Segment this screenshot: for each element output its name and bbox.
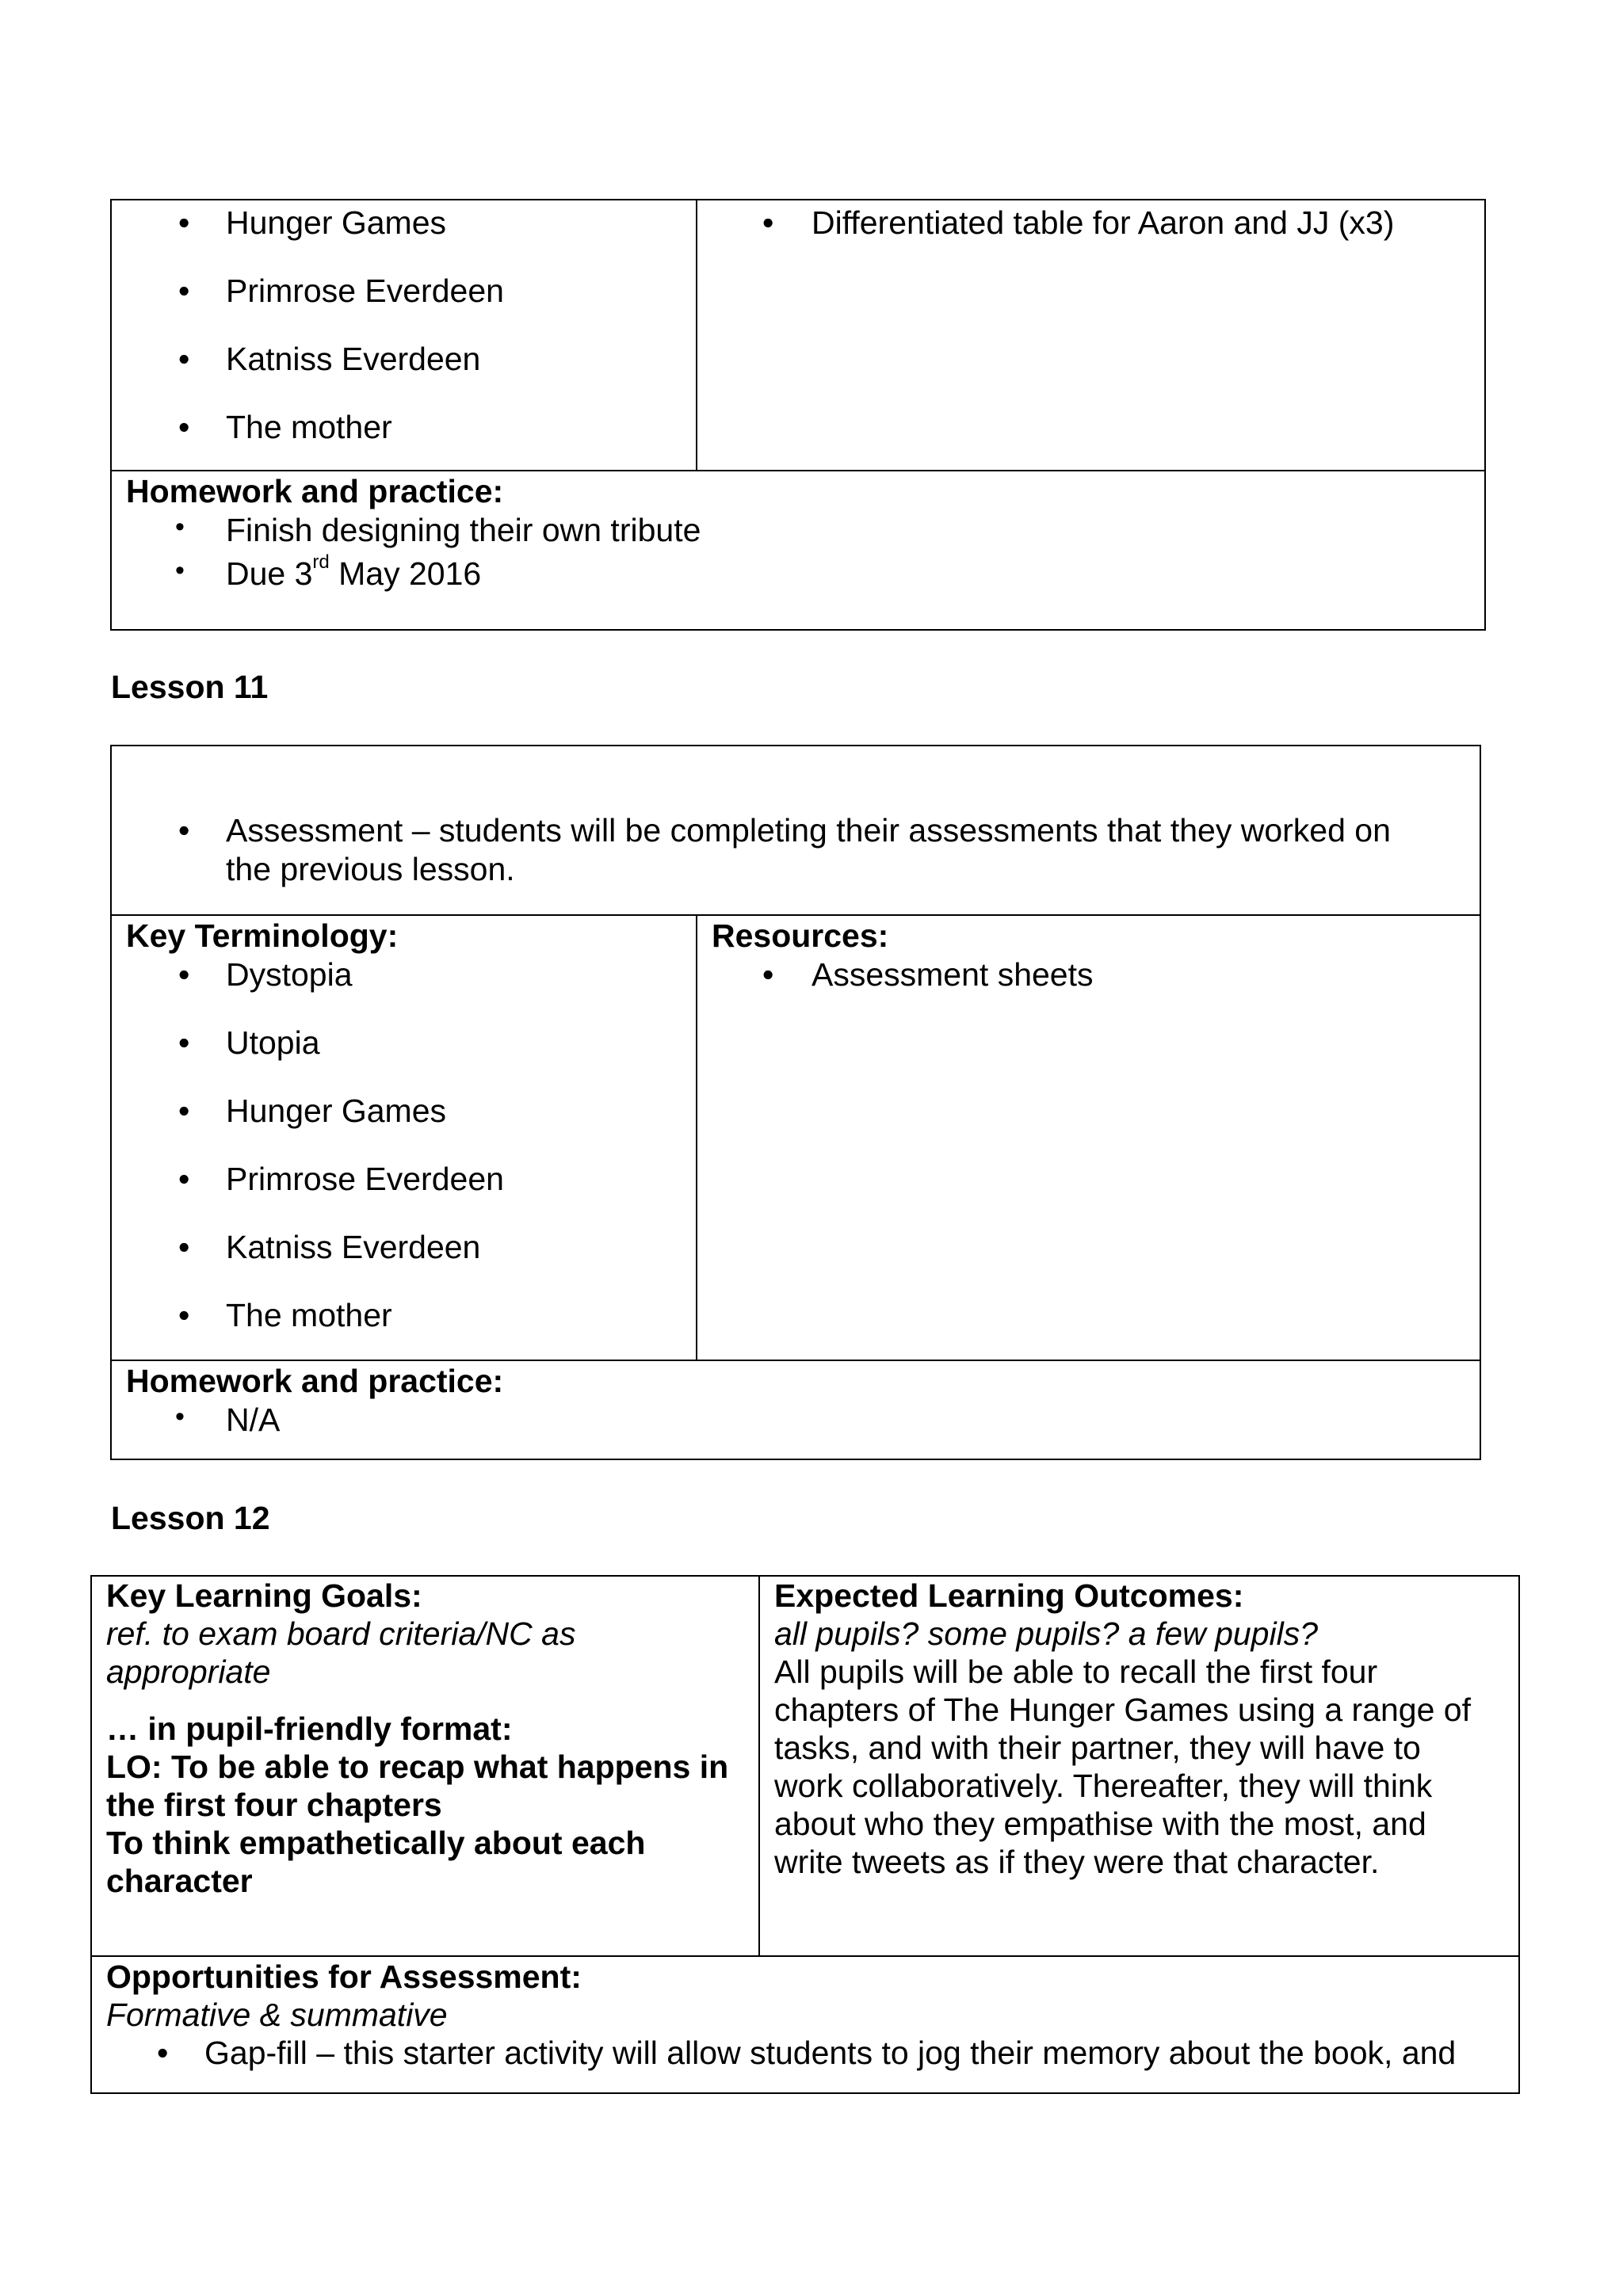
lesson11-key-terminology-cell bbox=[112, 917, 695, 1335]
list-item bbox=[112, 408, 695, 447]
lesson11-row-divider-2 bbox=[110, 1360, 1481, 1361]
outcomes-text: write tweets as if they were that character. bbox=[774, 1844, 1380, 1880]
list-item bbox=[112, 551, 1483, 593]
list-item bbox=[112, 272, 695, 340]
homework-heading: Homework and practice: bbox=[126, 473, 504, 509]
goals-heading: Key Learning Goals: bbox=[106, 1577, 422, 1614]
lesson11-title: Lesson 11 bbox=[111, 669, 269, 705]
lesson11-homework-list bbox=[112, 1401, 1480, 1440]
list-item bbox=[697, 204, 1482, 242]
outcomes-text: work collaboratively. Thereafter, they will think bbox=[774, 1768, 1433, 1804]
homework-item: Due 3rd May 2016 bbox=[226, 551, 482, 593]
lesson11-resources-cell bbox=[697, 917, 1479, 994]
bullet-icon: • bbox=[175, 512, 185, 543]
lesson12-goals-cell bbox=[106, 1577, 756, 1900]
bullet-icon: • bbox=[178, 1093, 190, 1130]
list-item bbox=[112, 511, 1483, 555]
bullet-icon: • bbox=[157, 2035, 169, 2071]
list-item bbox=[112, 1296, 695, 1335]
list-item bbox=[112, 1092, 695, 1160]
homework-item: N/A bbox=[226, 1402, 281, 1439]
homework-item: Finish designing their own tribute bbox=[226, 512, 701, 549]
list-item bbox=[697, 955, 1479, 994]
bullet-icon: • bbox=[178, 1229, 190, 1266]
term-label: Primrose Everdeen bbox=[226, 1161, 504, 1198]
term-label: Katniss Everdeen bbox=[226, 341, 481, 377]
bullet-icon: • bbox=[178, 812, 190, 849]
resource-label: Differentiated table for Aaron and JJ (x3) bbox=[812, 204, 1395, 241]
term-label: The mother bbox=[226, 1297, 392, 1334]
lesson11-activity-list bbox=[112, 811, 1480, 889]
lesson11-activity-cell bbox=[112, 811, 1480, 889]
lesson12-title: Lesson 12 bbox=[111, 1500, 270, 1536]
term-label: Hunger Games bbox=[226, 204, 447, 241]
lesson10-resources-list bbox=[697, 204, 1482, 242]
bullet-icon: • bbox=[762, 956, 774, 994]
lesson12-outcomes-cell bbox=[774, 1577, 1518, 1881]
bullet-icon: • bbox=[178, 1024, 190, 1062]
bullet-icon: • bbox=[178, 273, 190, 309]
activity-line: Assessment – students will be completing their assessments that they worked on bbox=[226, 812, 1391, 849]
list-item bbox=[112, 1228, 695, 1296]
list-item bbox=[112, 955, 695, 1024]
term-label: The mother bbox=[226, 409, 392, 445]
outcomes-subheading: all pupils? some pupils? a few pupils? bbox=[774, 1615, 1319, 1652]
lesson11-row-divider-1 bbox=[110, 914, 1481, 916]
lesson12-assessment-list bbox=[106, 2034, 1518, 2072]
lesson11-homework-cell bbox=[112, 1362, 1480, 1440]
list-item bbox=[112, 811, 1480, 889]
bullet-icon: • bbox=[178, 341, 190, 377]
outcomes-heading: Expected Learning Outcomes: bbox=[774, 1577, 1244, 1614]
assessment-item: Gap-fill – this starter activity will allow students to jog their memory about the book, and bbox=[204, 2035, 1457, 2071]
learning-objective: LO: To be able to recap what happens in bbox=[106, 1749, 729, 1785]
lesson12-row-divider bbox=[90, 1955, 1520, 1957]
term-label: Primrose Everdeen bbox=[226, 273, 504, 309]
lesson10-row-divider bbox=[110, 470, 1486, 471]
lesson10-homework-cell bbox=[112, 472, 1483, 593]
bullet-icon: • bbox=[178, 1297, 190, 1334]
key-terminology-heading: Key Terminology: bbox=[126, 917, 399, 954]
resource-label: Assessment sheets bbox=[812, 956, 1094, 994]
bullet-icon: • bbox=[178, 409, 190, 445]
bullet-icon: • bbox=[762, 204, 774, 241]
lesson10-key-terminology-cell bbox=[112, 204, 695, 447]
activity-line: the previous lesson. bbox=[226, 851, 515, 888]
list-item bbox=[112, 204, 695, 272]
lesson11-resources-list bbox=[697, 955, 1479, 994]
goals-ref: ref. to exam board criteria/NC as bbox=[106, 1615, 576, 1652]
assessment-subheading: Formative & summative bbox=[106, 1997, 448, 2033]
lesson12-assessment-cell bbox=[106, 1958, 1518, 2072]
term-label: Hunger Games bbox=[226, 1093, 447, 1130]
list-item bbox=[112, 1401, 1480, 1440]
bullet-icon: • bbox=[178, 204, 190, 241]
outcomes-text: about who they empathise with the most, and bbox=[774, 1806, 1426, 1842]
lesson11-terms-list bbox=[112, 955, 695, 1335]
bullet-icon: • bbox=[175, 555, 185, 586]
bullet-icon: • bbox=[175, 1402, 185, 1432]
pupil-format-label: … in pupil-friendly format: bbox=[106, 1711, 513, 1747]
list-item bbox=[112, 340, 695, 408]
lesson12-column-divider bbox=[758, 1575, 760, 1957]
homework-heading: Homework and practice: bbox=[126, 1363, 504, 1399]
learning-objective: character bbox=[106, 1863, 253, 1899]
bullet-icon: • bbox=[178, 1161, 190, 1198]
bullet-icon: • bbox=[178, 956, 190, 994]
goals-ref: appropriate bbox=[106, 1653, 271, 1690]
lesson10-terms-list bbox=[112, 204, 695, 447]
list-item bbox=[106, 2034, 1518, 2072]
lesson10-resources-cell bbox=[697, 204, 1482, 242]
resources-heading: Resources: bbox=[712, 917, 889, 954]
term-label: Katniss Everdeen bbox=[226, 1229, 481, 1266]
outcomes-text: All pupils will be able to recall the first four bbox=[774, 1653, 1378, 1690]
term-label: Dystopia bbox=[226, 956, 353, 994]
assessment-heading: Opportunities for Assessment: bbox=[106, 1958, 582, 1995]
list-item bbox=[112, 1160, 695, 1228]
list-item bbox=[112, 1024, 695, 1092]
outcomes-text: chapters of The Hunger Games using a range of bbox=[774, 1691, 1471, 1728]
learning-objective: To think empathetically about each bbox=[106, 1825, 646, 1861]
term-label: Utopia bbox=[226, 1024, 320, 1062]
learning-objective: the first four chapters bbox=[106, 1787, 442, 1823]
lesson10-homework-list bbox=[112, 511, 1483, 593]
outcomes-text: tasks, and with their partner, they will have to bbox=[774, 1730, 1421, 1766]
